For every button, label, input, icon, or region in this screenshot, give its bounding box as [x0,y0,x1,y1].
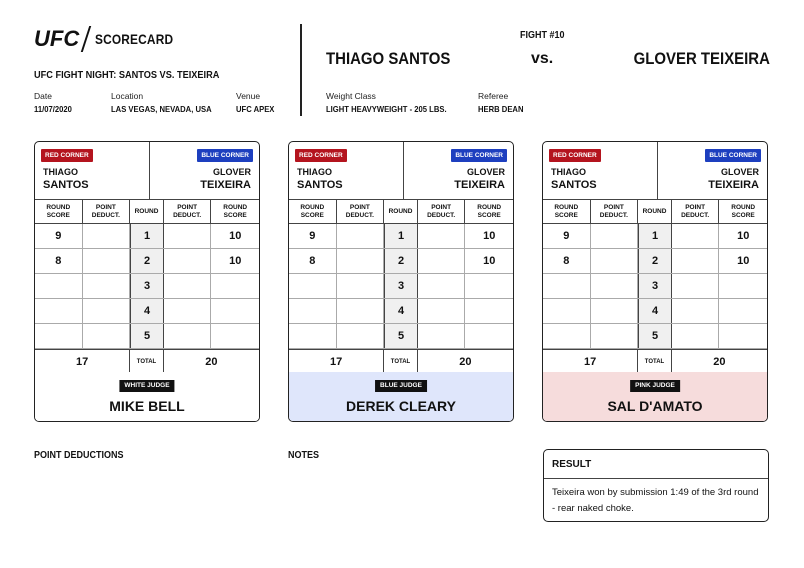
blue-first-name: GLOVER [212,167,251,177]
red-point-deduction [83,324,131,348]
blue-total: 20 [713,356,726,368]
blue-round-score [465,324,513,348]
round-number: 2 [130,249,164,273]
total-label: TOTAL [384,350,418,374]
judge-area [543,372,767,422]
round-rows [543,224,767,349]
judge-scorecard [34,141,260,422]
red-point-deduction [337,299,385,323]
event-title: UFC FIGHT NIGHT: SANTOS VS. TEIXEIRA [34,70,220,81]
round-number: 4 [638,299,672,323]
round-number: 1 [130,224,164,248]
judge-area [289,372,513,422]
blue-round-score [211,299,259,323]
blue-round-score: 10 [737,255,750,267]
red-round-score-header: ROUND SCORE [35,200,83,223]
round-number: 5 [384,324,418,348]
total-label: TOTAL [130,350,164,374]
blue-round-score-header: ROUND SCORE [223,203,248,219]
judge-scorecard [288,141,514,422]
referee-label: Referee [478,91,509,101]
red-round-score [543,299,591,323]
red-total: 17 [35,350,130,374]
round-header: ROUND [638,200,672,223]
blue-total: 20 [205,356,218,368]
red-point-deduction [83,299,131,323]
round-row [289,224,513,249]
blue-point-deduction [672,324,720,348]
red-corner-badge: RED CORNER [41,149,93,162]
blue-round-score [719,274,767,298]
blue-point-deduction [418,249,466,273]
blue-last-name: TEIXEIRA [708,179,759,191]
blue-round-score [211,274,259,298]
round-row [543,324,767,349]
red-point-deduct-header: POINT DEDUCT. [591,200,639,223]
score-header-row [35,200,259,224]
date-value: 11/07/2020 [34,104,72,114]
blue-corner-fighter [200,167,251,192]
blue-point-deduction [164,224,212,248]
judge-badge: WHITE JUDGE [119,380,174,392]
red-point-deduct-header: POINT DEDUCT. [337,200,385,223]
red-round-score: 8 [35,249,83,273]
round-row [35,224,259,249]
red-point-deduction [591,274,639,298]
location-label: Location [111,91,144,101]
venue-label: Venue [236,91,261,101]
judge-badge: PINK JUDGE [630,380,680,392]
total-label: TOTAL [638,350,672,374]
red-round-score [35,274,83,298]
judge-badge: BLUE JUDGE [375,380,427,392]
blue-round-score [465,299,513,323]
red-last-name: SANTOS [551,179,597,191]
red-first-name: THIAGO [297,167,332,177]
red-total: 17 [289,350,384,374]
blue-round-score [719,324,767,348]
corner-header [289,142,513,200]
red-corner-fighter [551,167,597,192]
blue-point-deduct-header: POINT DEDUCT. [672,200,720,223]
scorecard-label: SCORECARD [95,31,174,47]
red-round-score [289,274,337,298]
blue-point-deduction [418,299,466,323]
corner-header [35,142,259,200]
red-corner-fighter [297,167,343,192]
blue-round-score [211,324,259,348]
red-point-deduction [591,224,639,248]
blue-first-name: GLOVER [466,167,505,177]
red-round-score-header: ROUND SCORE [543,200,591,223]
blue-corner-badge: BLUE CORNER [705,149,761,162]
fight-number: FIGHT #10 [520,30,565,41]
round-row [543,274,767,299]
blue-point-deduct-header: POINT DEDUCT. [418,200,466,223]
red-fighter-name: THIAGO SANTOS [326,49,451,68]
judge-name: MIKE BELL [109,398,185,414]
corner-header [543,142,767,200]
blue-point-deduction [418,224,466,248]
red-round-score: 8 [289,249,337,273]
venue-value: UFC APEX [236,104,275,114]
red-last-name: SANTOS [297,179,343,191]
red-round-score-header: ROUND SCORE [289,200,337,223]
red-round-score: 9 [289,224,337,248]
red-point-deduct-header: POINT DEDUCT. [83,200,131,223]
score-header-row [543,200,767,224]
blue-round-score-header: ROUND SCORE [477,203,502,219]
blue-corner-fighter [454,167,505,192]
red-last-name: SANTOS [43,179,89,191]
red-round-score: 9 [543,224,591,248]
referee-value: HERB DEAN [478,104,524,114]
score-grid [35,200,259,375]
blue-point-deduction [164,299,212,323]
round-number: 1 [638,224,672,248]
round-row [35,299,259,324]
red-first-name: THIAGO [551,167,586,177]
blue-round-score: 10 [229,255,242,267]
red-point-deduction [591,249,639,273]
round-row [289,299,513,324]
round-number: 3 [384,274,418,298]
blue-last-name: TEIXEIRA [454,179,505,191]
blue-round-score: 10 [229,230,242,242]
score-grid [289,200,513,375]
point-deductions-title: POINT DEDUCTIONS [34,450,124,461]
blue-round-score: 10 [483,230,496,242]
round-number: 1 [384,224,418,248]
round-number: 5 [638,324,672,348]
red-point-deduction [337,249,385,273]
blue-point-deduct-header: POINT DEDUCT. [164,200,212,223]
blue-point-deduction [164,324,212,348]
red-round-score [289,324,337,348]
red-round-score [543,324,591,348]
weight-class-label: Weight Class [326,91,376,101]
weight-class-value: LIGHT HEAVYWEIGHT - 205 LBS. [326,104,447,114]
blue-point-deduction [672,249,720,273]
red-point-deduction [337,274,385,298]
blue-round-score: 10 [737,230,750,242]
blue-point-deduction [418,274,466,298]
round-header: ROUND [384,200,418,223]
blue-round-score: 10 [483,255,496,267]
blue-first-name: GLOVER [720,167,759,177]
date-label: Date [34,91,52,101]
blue-last-name: TEIXEIRA [200,179,251,191]
red-round-score: 8 [543,249,591,273]
ufc-logo [34,26,187,52]
round-number: 2 [384,249,418,273]
notes-title: NOTES [288,450,320,461]
round-row [289,249,513,274]
red-point-deduction [83,274,131,298]
score-header-row [289,200,513,224]
red-round-score [35,324,83,348]
round-rows [35,224,259,349]
red-round-score: 9 [35,224,83,248]
round-row [35,324,259,349]
red-point-deduction [591,299,639,323]
blue-fighter-name: GLOVER TEIXEIRA [633,49,770,68]
red-point-deduction [591,324,639,348]
round-number: 2 [638,249,672,273]
red-round-score [543,274,591,298]
red-corner-badge: RED CORNER [549,149,601,162]
score-grid [543,200,767,375]
judge-name: DEREK CLEARY [346,398,456,414]
result-divider [544,478,768,479]
round-row [35,274,259,299]
round-number: 3 [638,274,672,298]
blue-point-deduction [672,299,720,323]
blue-corner-badge: BLUE CORNER [197,149,253,162]
blue-round-score [465,274,513,298]
round-row [543,299,767,324]
red-corner-fighter [43,167,89,192]
blue-round-score [719,299,767,323]
header-divider [300,24,302,116]
judge-scorecard [542,141,768,422]
round-row [543,224,767,249]
round-row [35,249,259,274]
red-corner-badge: RED CORNER [295,149,347,162]
round-row [543,249,767,274]
blue-point-deduction [672,224,720,248]
red-round-score [35,299,83,323]
red-point-deduction [83,224,131,248]
red-point-deduction [83,249,131,273]
red-first-name: THIAGO [43,167,78,177]
blue-point-deduction [672,274,720,298]
blue-total: 20 [459,356,472,368]
vs-label: vs. [531,50,554,67]
blue-point-deduction [164,274,212,298]
ufc-logo-text: UFC [34,26,80,51]
blue-point-deduction [418,324,466,348]
round-row [289,324,513,349]
round-number: 4 [384,299,418,323]
location-value: LAS VEGAS, NEVADA, USA [111,104,212,114]
logo-divider [81,26,91,52]
result-text: Teixeira won by submission 1:49 of the 3rd round - rear naked choke. [552,487,759,514]
judge-name: SAL D'AMATO [607,398,703,414]
red-total: 17 [543,350,638,374]
round-rows [289,224,513,349]
round-row [289,274,513,299]
red-round-score [289,299,337,323]
round-header: ROUND [130,200,164,223]
blue-corner-badge: BLUE CORNER [451,149,507,162]
round-number: 5 [130,324,164,348]
blue-round-score-header: ROUND SCORE [731,203,756,219]
result-title: RESULT [552,459,592,470]
result-box [543,449,769,522]
round-number: 3 [130,274,164,298]
red-point-deduction [337,224,385,248]
red-point-deduction [337,324,385,348]
judge-area [35,372,259,422]
blue-corner-fighter [708,167,759,192]
round-number: 4 [130,299,164,323]
blue-point-deduction [164,249,212,273]
